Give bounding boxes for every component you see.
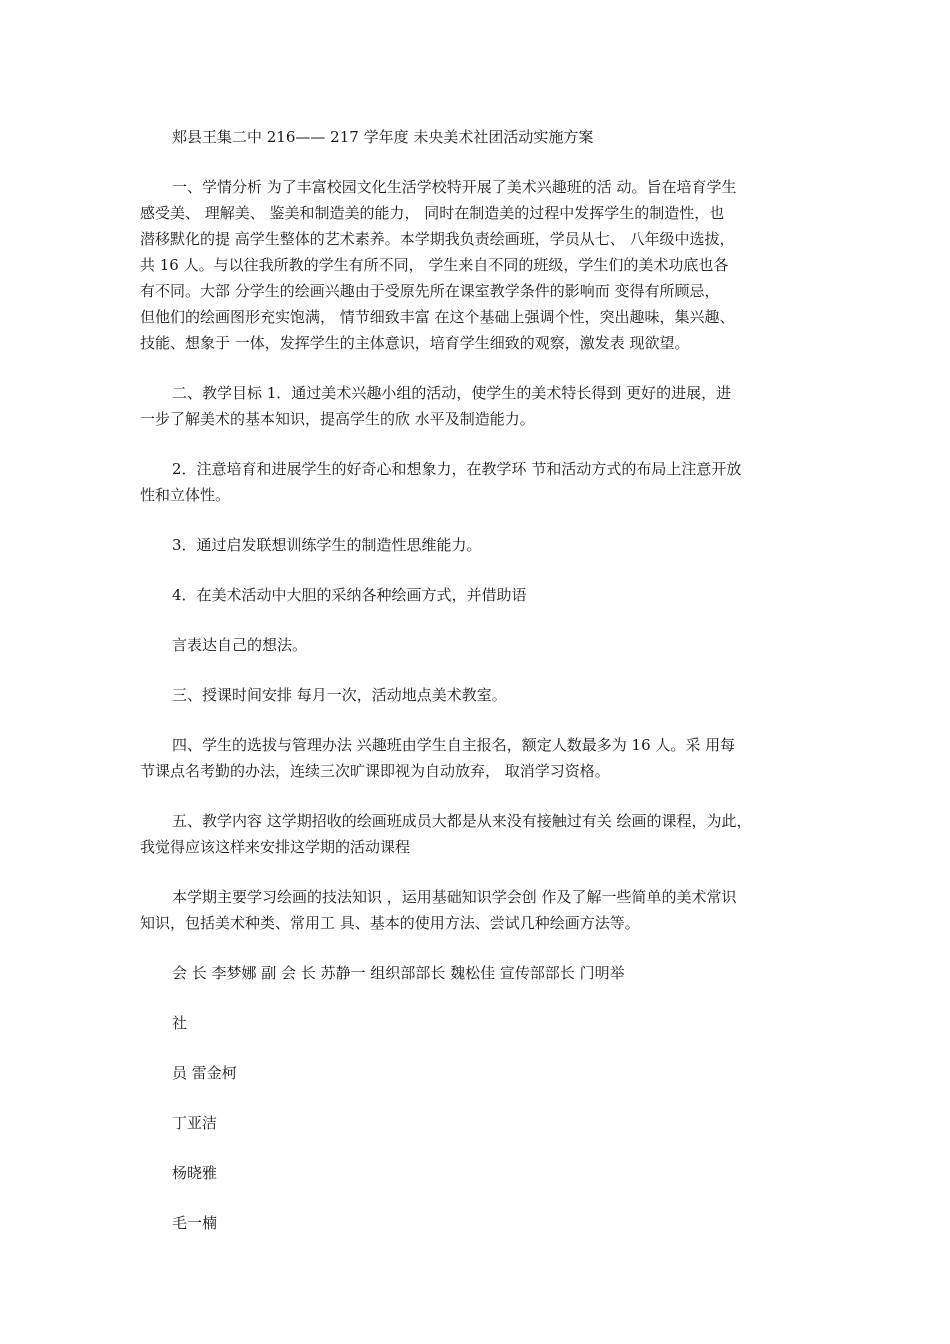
paragraph-line: 杨晓雅 — [172, 1164, 218, 1182]
paragraph-line: 三、授课时间安排 每月一次，活动地点美术教室。 — [172, 686, 507, 704]
paragraph-line: 有不同。大部 分学生的绘画兴趣由于受原先所在课室教学条件的影响而 变得有所顾忌， — [140, 282, 720, 300]
goal-item-4 — [140, 582, 812, 608]
goal-item-4-continued — [140, 632, 812, 658]
paragraph-line: 毛一楠 — [172, 1214, 218, 1232]
paragraph-line: 4．在美术活动中大胆的采纳各种绘画方式，并借助语 — [172, 586, 527, 604]
section-schedule — [140, 682, 812, 708]
paragraph-line: 一、学情分析 为了丰富校园文化生活学校特开展了美术兴趣班的活 动。旨在培育学生 — [172, 178, 737, 196]
paragraph-line: 2．注意培育和进展学生的好奇心和想象力，在教学环 节和活动方式的布局上注意开放 — [172, 460, 742, 478]
goal-item-3 — [140, 532, 812, 558]
paragraph-line: 社 — [172, 1014, 188, 1032]
paragraph-line: 五、教学内容 这学期招收的绘画班成员大都是从来没有接触过有关 绘画的课程，为此， — [172, 812, 752, 830]
paragraph-line: 感受美、 理解美、 鉴美和制造美的能力， 同时在制造美的过程中发挥学生的制造性，也 — [140, 204, 725, 222]
member-name — [140, 1060, 812, 1086]
paragraph-line: 四、学生的选拔与管理办法 兴趣班由学生自主报名，额定人数最多为 16 人。采 用每 — [172, 736, 736, 754]
paragraph-line: 节课点名考勤的办法，连续三次旷课即视为自动放弃， 取消学习资格。 — [140, 762, 610, 780]
goal-item-2 — [140, 456, 812, 508]
document-title: 郏县王集二中 216—— 217 学年度 未央美术社团活动实施方案 — [172, 128, 594, 146]
paragraph-line: 3．通过启发联想训练学生的制造性思维能力。 — [172, 536, 482, 554]
paragraph-line: 员 雷金柯 — [172, 1064, 237, 1082]
paragraph-line: 会 长 李梦娜 副 会 长 苏静一 组织部部长 魏松佳 宣传部部长 门明举 — [172, 964, 625, 982]
section-teaching-goals — [140, 380, 812, 432]
paragraph-line: 一步了解美术的基本知识，提高学生的欣 水平及制造能力。 — [140, 410, 535, 428]
section-selection-management — [140, 732, 812, 784]
semester-plan — [140, 884, 812, 936]
paragraph-line: 言表达自己的想法。 — [172, 636, 308, 654]
paragraph-line: 丁亚洁 — [172, 1114, 218, 1132]
member-name — [140, 1160, 812, 1186]
paragraph-line: 本学期主要学习绘画的技法知识 ，运用基础知识学会创 作及了解一些简单的美术常识 — [172, 888, 737, 906]
paragraph-line: 知识，包括美术种类、常用工 具、基本的使用方法、尝试几种绘画方法等。 — [140, 914, 640, 932]
member-name — [140, 1110, 812, 1136]
document-body — [140, 124, 812, 1260]
section-student-analysis — [140, 174, 812, 356]
paragraph-line: 技能、想象于 一体，发挥学生的主体意识，培育学生细致的观察，激发表 现欲望。 — [140, 334, 690, 352]
club-officers — [140, 960, 812, 986]
paragraph-line: 二、教学目标 1．通过美术兴趣小组的活动，使学生的美术特长得到 更好的进展，进 — [172, 384, 732, 402]
paragraph-line: 性和立体性。 — [140, 486, 231, 504]
paragraph-line: 我觉得应该这样来安排这学期的活动课程 — [140, 838, 411, 856]
member-label — [140, 1010, 812, 1036]
member-name — [140, 1210, 812, 1236]
paragraph-line: 但他们的绘画图形充实饱满， 情节细致丰富 在这个基础上强调个性，突出趣味，集兴趣、 — [140, 308, 735, 326]
section-teaching-content — [140, 808, 812, 860]
paragraph-line: 潜移默化的提 高学生整体的艺术素养。本学期我负责绘画班，学员从七、 八年级中选拔， — [140, 230, 735, 248]
paragraph-line: 共 16 人。与以往我所教的学生有所不同， 学生来自不同的班级，学生们的美术功底也各 — [140, 256, 729, 274]
